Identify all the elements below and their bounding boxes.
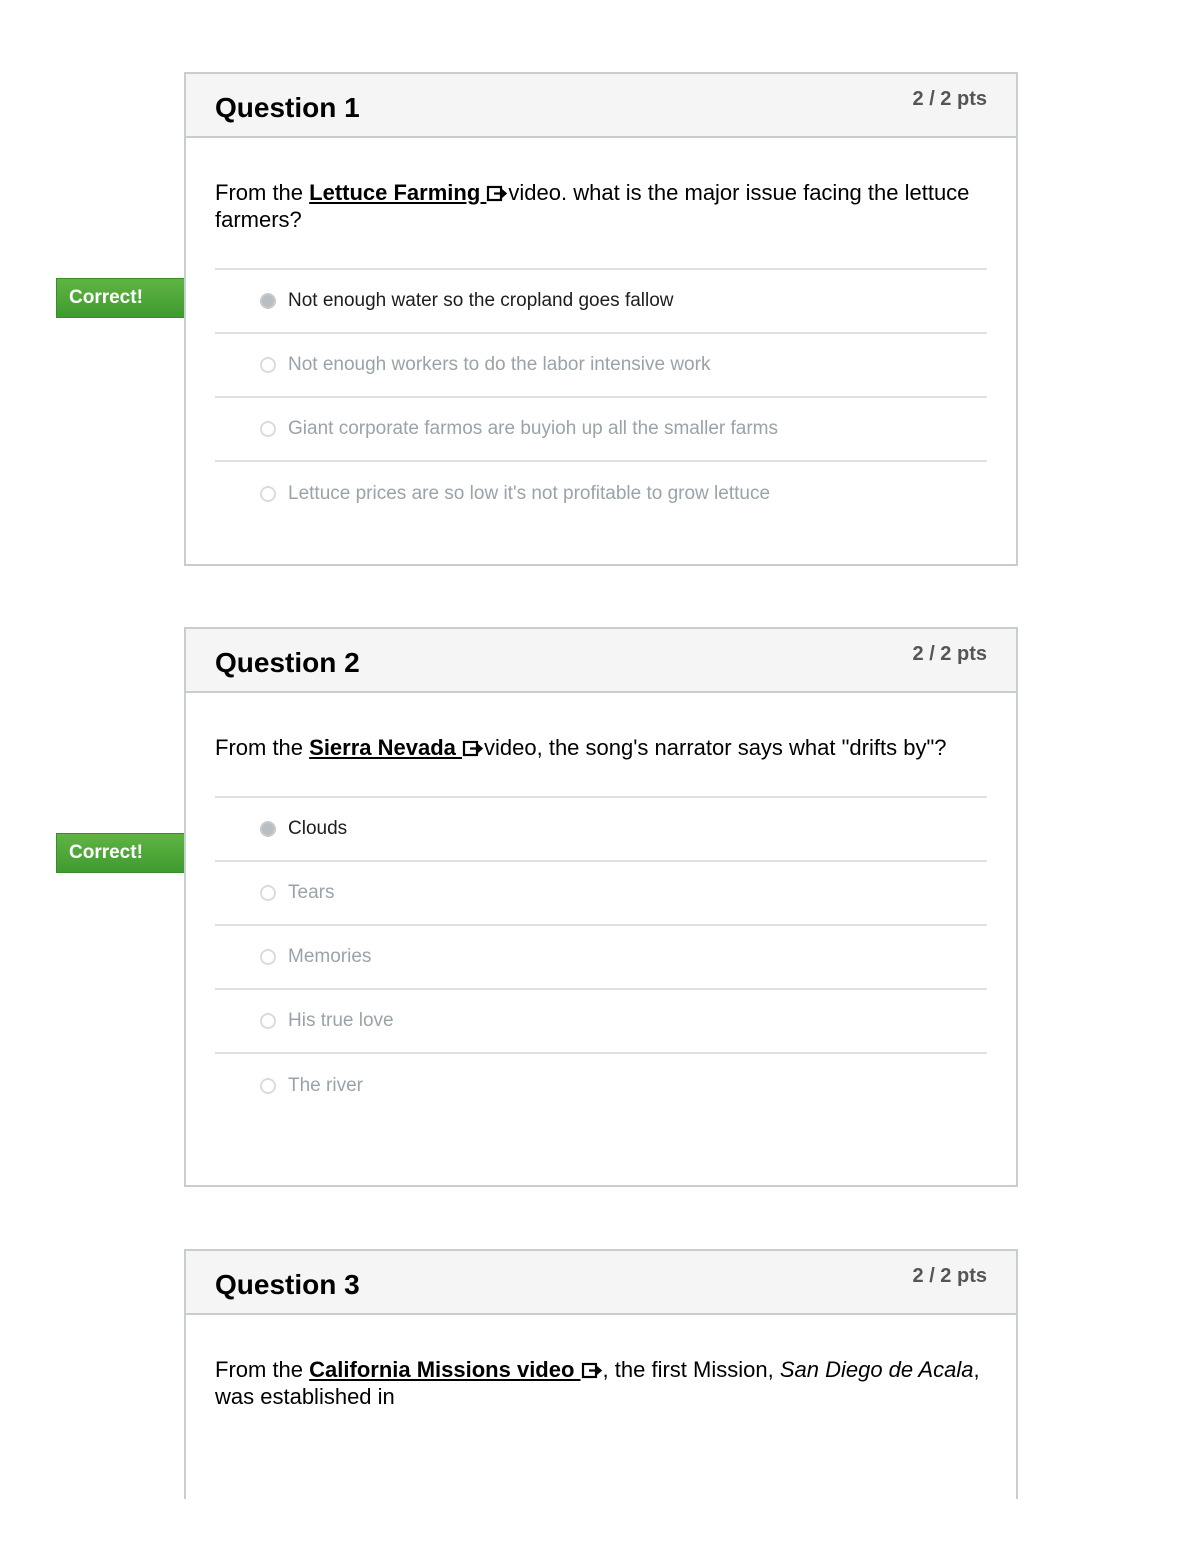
answer-option[interactable]: Tears bbox=[215, 862, 987, 926]
answer-list bbox=[215, 270, 987, 526]
correct-flag: Correct! bbox=[56, 833, 193, 873]
question-points: 2 / 2 pts bbox=[912, 88, 987, 110]
external-link-icon[interactable] bbox=[581, 1360, 603, 1380]
answer-option[interactable]: The river bbox=[215, 1054, 987, 1118]
question-body bbox=[186, 138, 1016, 526]
radio-icon[interactable] bbox=[260, 949, 276, 965]
radio-icon[interactable] bbox=[260, 421, 276, 437]
question-title: Question 2 bbox=[215, 647, 360, 678]
radio-icon[interactable] bbox=[260, 293, 276, 309]
question-title: Question 3 bbox=[215, 1269, 360, 1300]
answer-list bbox=[215, 798, 987, 1118]
question-text: From the Lettuce Farming video. what is the major issue facing the lettuce farmers? bbox=[215, 138, 987, 270]
answer-option[interactable]: Not enough workers to do the labor intensive work bbox=[215, 334, 987, 398]
question-header bbox=[186, 629, 1016, 693]
question-points: 2 / 2 pts bbox=[912, 1265, 987, 1287]
radio-icon[interactable] bbox=[260, 357, 276, 373]
radio-icon[interactable] bbox=[260, 885, 276, 901]
question-text: From the California Missions video , the first Mission, San Diego de Acala, was established in bbox=[215, 1357, 980, 1409]
external-link-icon[interactable] bbox=[462, 738, 484, 758]
question-body bbox=[186, 1315, 1016, 1445]
video-link-lettuce-farming[interactable]: Lettuce Farming bbox=[309, 180, 487, 205]
answer-option[interactable]: Memories bbox=[215, 926, 987, 990]
question-1 bbox=[184, 72, 1018, 566]
answer-option[interactable]: Giant corporate farmos are buyioh up all the smaller farms bbox=[215, 398, 987, 462]
question-points: 2 / 2 pts bbox=[912, 643, 987, 665]
answer-option[interactable]: Clouds bbox=[215, 798, 987, 862]
answer-option[interactable]: Lettuce prices are so low it's not profitable to grow lettuce bbox=[215, 462, 987, 526]
radio-icon[interactable] bbox=[260, 1078, 276, 1094]
question-3 bbox=[184, 1249, 1018, 1499]
question-text: From the Sierra Nevada video, the song's narrator says what "drifts by"? bbox=[215, 693, 987, 798]
correct-flag: Correct! bbox=[56, 278, 193, 318]
question-header bbox=[186, 74, 1016, 138]
question-2 bbox=[184, 627, 1018, 1187]
question-title: Question 1 bbox=[215, 92, 360, 123]
question-body bbox=[186, 693, 1016, 1118]
radio-icon[interactable] bbox=[260, 1013, 276, 1029]
question-header bbox=[186, 1251, 1016, 1315]
video-link-sierra-nevada[interactable]: Sierra Nevada bbox=[309, 735, 463, 760]
external-link-icon[interactable] bbox=[486, 183, 508, 203]
radio-icon[interactable] bbox=[260, 821, 276, 837]
video-link-california-missions[interactable]: California Missions video bbox=[309, 1357, 581, 1382]
answer-option[interactable]: His true love bbox=[215, 990, 987, 1054]
radio-icon[interactable] bbox=[260, 486, 276, 502]
answer-option[interactable]: Not enough water so the cropland goes fallow bbox=[215, 270, 987, 334]
